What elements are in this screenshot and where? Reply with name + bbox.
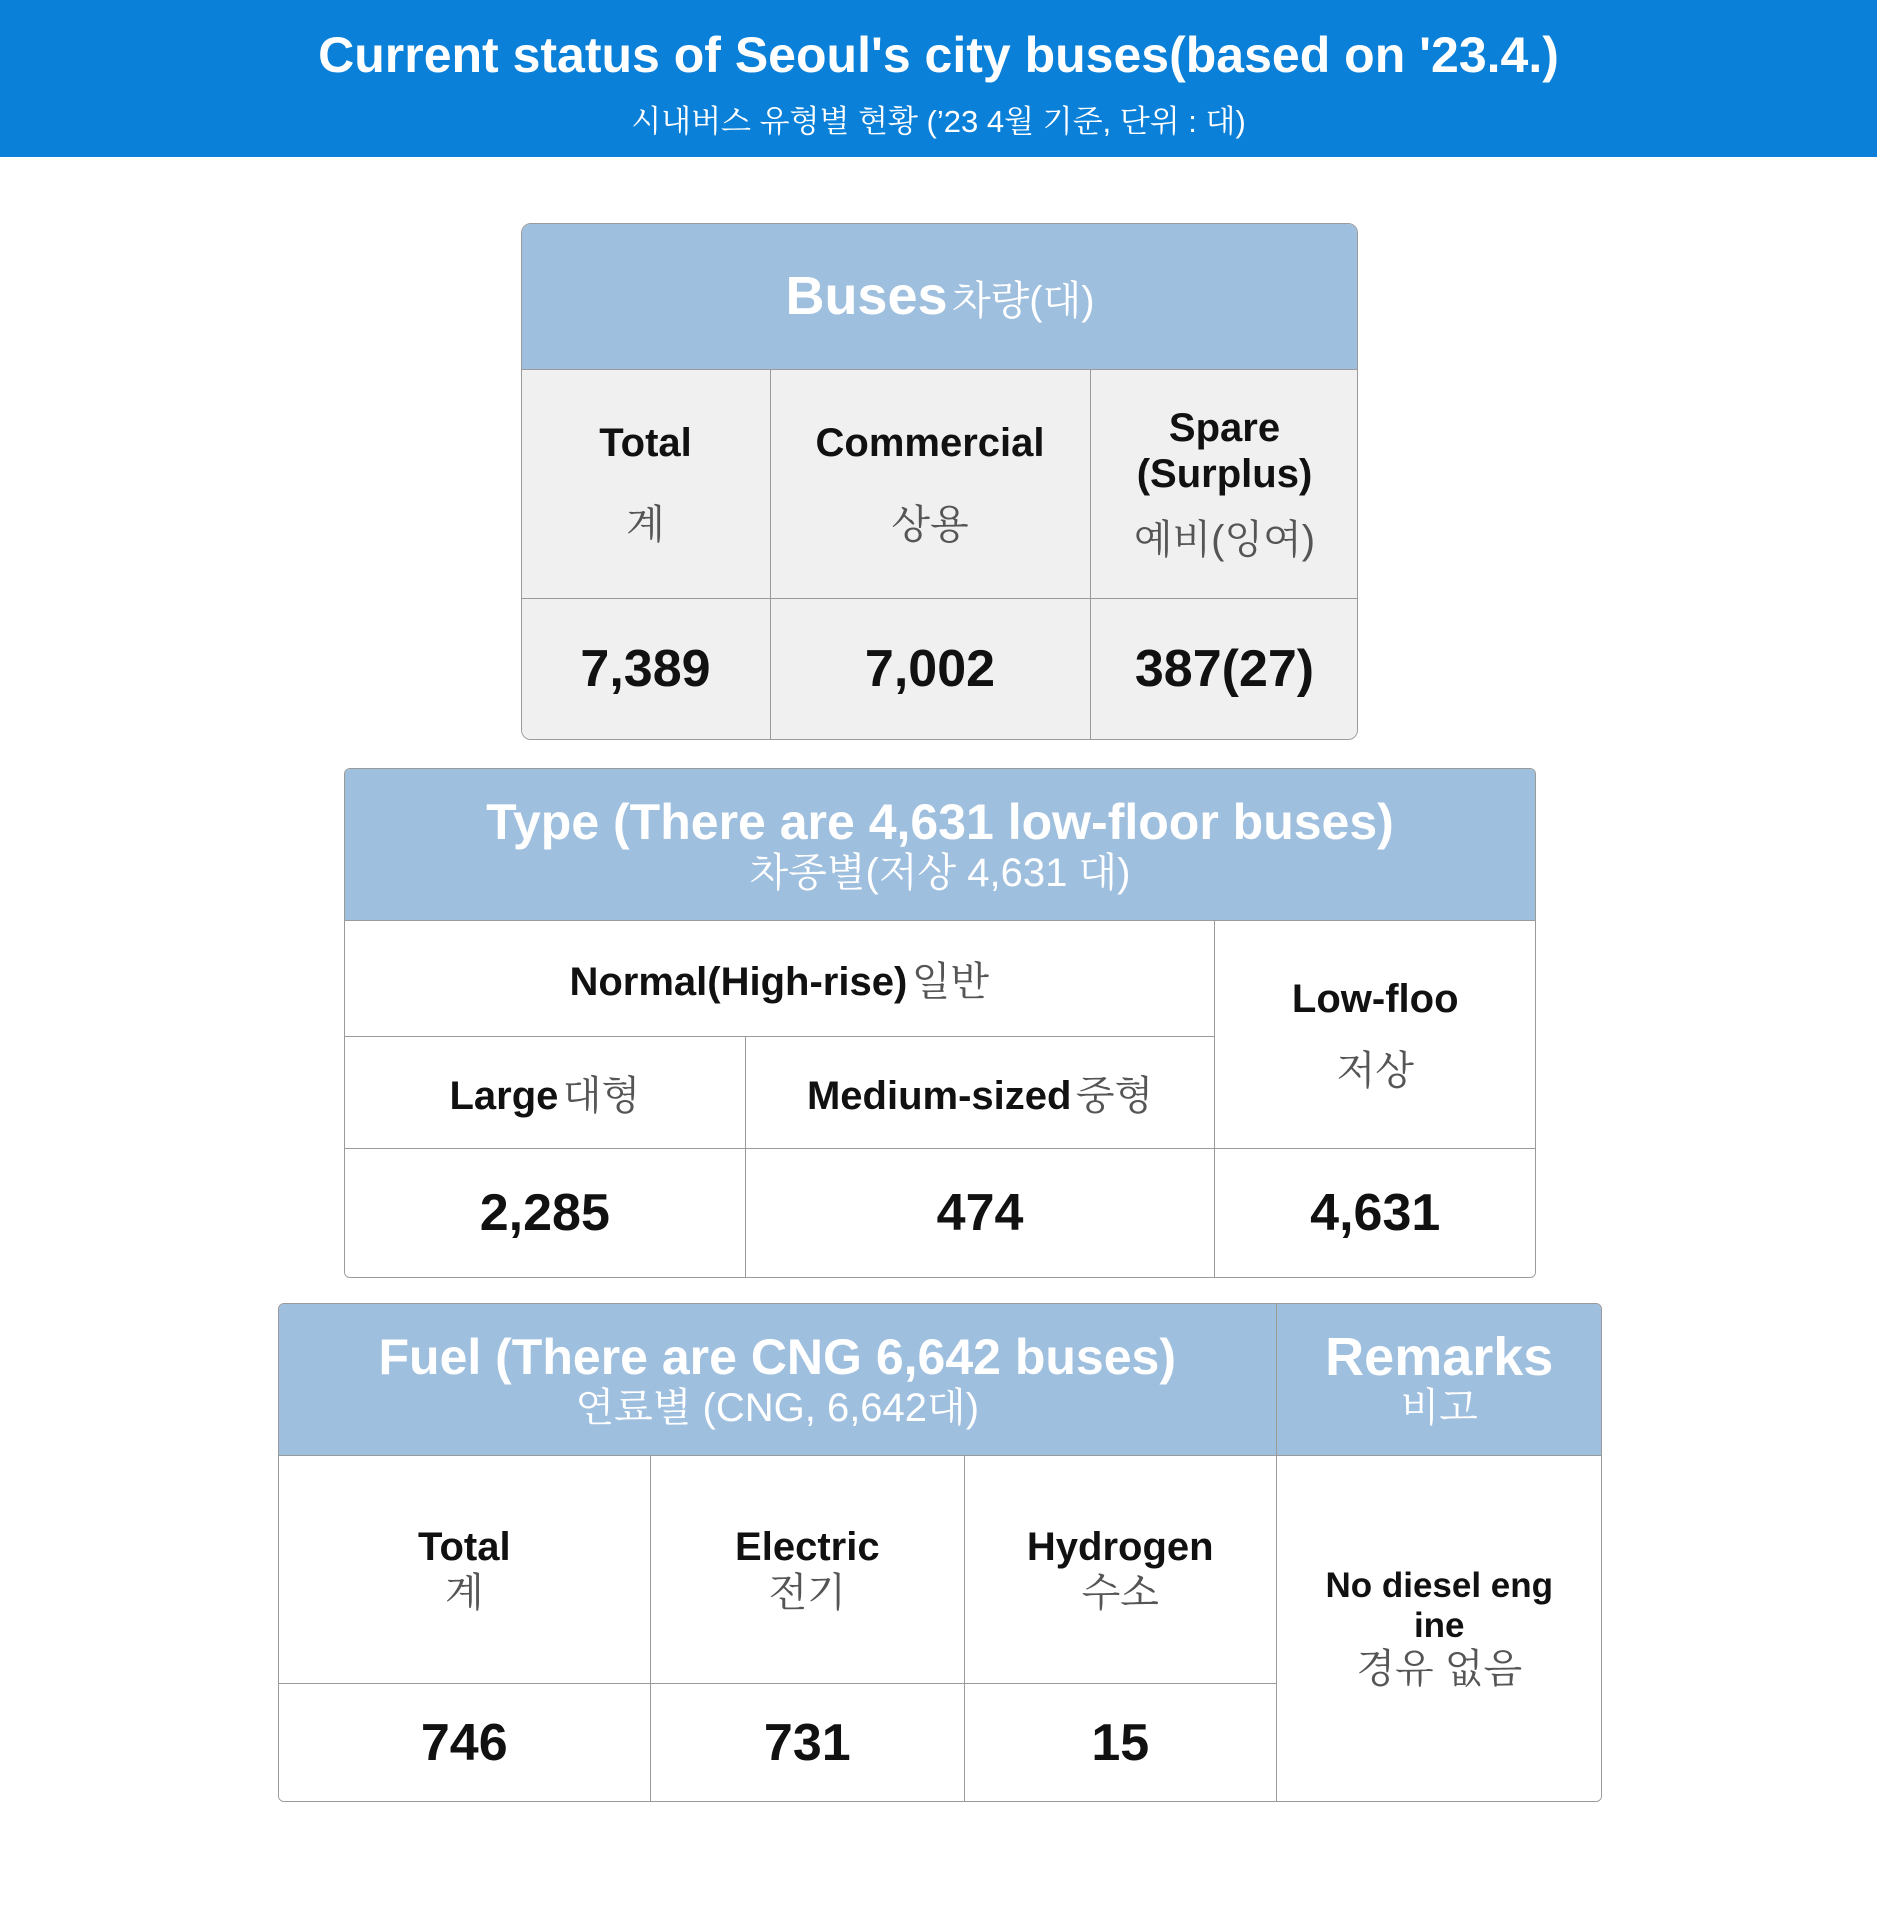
fuel-header-en: Fuel (There are CNG 6,642 buses)	[378, 1329, 1176, 1386]
fuel-total-ko: 계	[444, 1570, 484, 1615]
remarks-header-en: Remarks	[1325, 1327, 1554, 1388]
fuel-hydrogen-value: 15	[1091, 1713, 1150, 1772]
fuel-total-en: Total	[417, 1524, 511, 1569]
buses-spare-value: 387(27)	[1134, 640, 1315, 699]
type-medium-en: Medium-sized	[806, 1073, 1072, 1118]
buses-total-value: 7,389	[580, 640, 711, 699]
buses-header	[521, 223, 1358, 370]
buses-table	[521, 223, 1358, 740]
type-medium-value: 474	[936, 1184, 1024, 1243]
buses-spare-value-cell	[1090, 598, 1358, 740]
remarks-cell	[1277, 1456, 1603, 1802]
fuel-total-value-cell	[278, 1684, 651, 1802]
type-large-value: 2,285	[479, 1184, 610, 1243]
buses-commercial-value: 7,002	[864, 640, 996, 699]
fuel-hydrogen-en: Hydrogen	[1026, 1524, 1214, 1569]
header-banner	[0, 0, 1877, 157]
type-lowfloor-value-cell	[1214, 1148, 1536, 1278]
remarks-en-1: No diesel eng	[1325, 1565, 1554, 1605]
remarks-header	[1277, 1303, 1603, 1456]
fuel-hydrogen-value-cell	[964, 1684, 1276, 1802]
remarks-header-ko: 비고	[1400, 1386, 1478, 1431]
buses-spare-en-1: Spare	[1168, 406, 1281, 450]
fuel-hydrogen-ko: 수소	[1081, 1570, 1159, 1615]
type-lowfloor-value: 4,631	[1310, 1184, 1441, 1243]
fuel-header	[278, 1303, 1277, 1456]
fuel-electric-en: Electric	[735, 1524, 880, 1569]
fuel-electric-value: 731	[763, 1713, 851, 1772]
type-lowfloor-cell	[1214, 921, 1536, 1149]
type-lowfloor-ko: 저상	[1336, 1048, 1414, 1093]
type-large-ko: 대형	[562, 1073, 641, 1118]
type-medium-ko: 중형	[1075, 1073, 1154, 1118]
type-normal-ko: 일반	[911, 959, 989, 1004]
page-title: Current status of Seoul's city buses(based on '23.4.)	[318, 27, 1559, 83]
buses-col-commercial	[770, 370, 1090, 599]
type-normal-cell	[344, 921, 1214, 1036]
buses-header-en: Buses	[785, 266, 948, 327]
type-large-value-cell	[344, 1148, 746, 1278]
type-medium-value-cell	[746, 1148, 1215, 1278]
buses-commercial-value-cell	[770, 598, 1090, 740]
type-large-en: Large	[449, 1073, 559, 1118]
fuel-electric-value-cell	[651, 1684, 964, 1802]
fuel-header-ko: 연료별 (CNG, 6,642대)	[575, 1386, 980, 1431]
type-lowfloor-en: Low-floo	[1291, 976, 1459, 1021]
buses-commercial-en: Commercial	[815, 421, 1045, 465]
buses-header-ko: 차량(대)	[952, 279, 1095, 324]
fuel-electric-ko: 전기	[768, 1570, 846, 1615]
type-table	[344, 768, 1536, 1278]
type-large-cell	[344, 1036, 746, 1148]
fuel-col-total	[278, 1456, 651, 1684]
type-header	[344, 768, 1536, 921]
buses-col-total	[521, 370, 770, 599]
buses-spare-ko: 예비(잉여)	[1133, 518, 1316, 562]
buses-total-ko: 계	[626, 503, 665, 547]
type-header-ko: 차종별(저상 4,631 대)	[749, 851, 1131, 896]
buses-total-en: Total	[599, 421, 692, 465]
buses-col-spare	[1090, 370, 1358, 599]
buses-total-value-cell	[521, 598, 770, 740]
remarks-ko: 경유 없음	[1356, 1646, 1523, 1691]
fuel-col-electric	[651, 1456, 964, 1684]
type-header-en: Type (There are 4,631 low-floor buses)	[486, 794, 1394, 851]
page-subtitle: 시내버스 유형별 현황 (’23 4월 기준, 단위 : 대)	[631, 104, 1246, 139]
type-normal-en: Normal(High-rise)	[569, 959, 908, 1004]
buses-spare-en-2: (Surplus)	[1136, 452, 1313, 496]
remarks-en-2: ine	[1413, 1605, 1465, 1645]
fuel-table	[278, 1303, 1602, 1802]
buses-commercial-ko: 상용	[891, 503, 969, 547]
fuel-col-hydrogen	[964, 1456, 1276, 1684]
fuel-total-value: 746	[420, 1713, 508, 1772]
type-medium-cell	[746, 1036, 1215, 1148]
